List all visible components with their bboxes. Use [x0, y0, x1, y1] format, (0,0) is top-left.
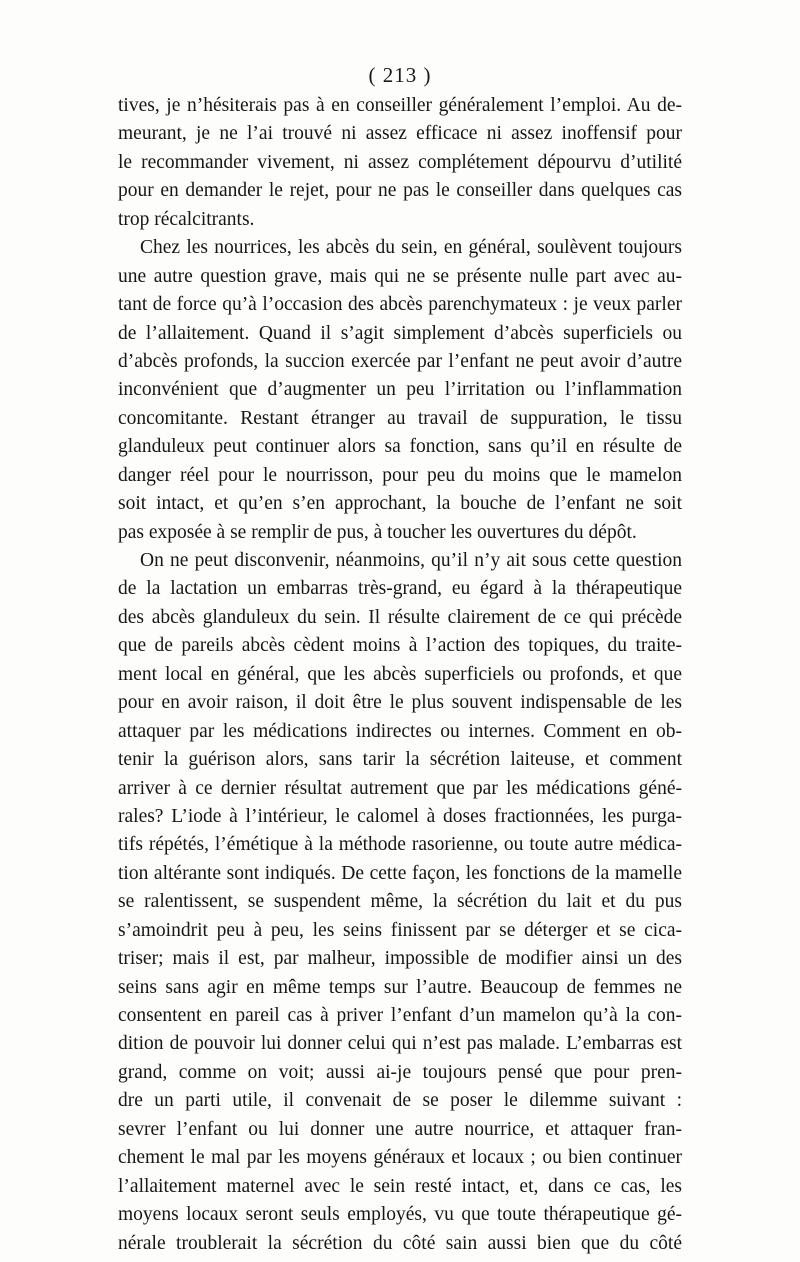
- text-line: inconvénient que d’augmenter un peu l’irritation ou l’inflammation: [118, 379, 682, 401]
- text-line: dition de pouvoir lui donner celui qui n’est pas malade. L’embarras est: [118, 1033, 682, 1055]
- text-line: ment local en général, que les abcès superficiels ou profonds, et que: [118, 663, 682, 685]
- text-line: sevrer l’enfant ou lui donner une autre nourrice, et attaquer fran-: [118, 1118, 682, 1140]
- text-line: se ralentissent, se suspendent même, la sécrétion du lait et du pus: [118, 891, 682, 913]
- text-line: rales? L’iode à l’intérieur, le calomel à doses fractionnées, les purga-: [118, 805, 682, 827]
- text-line: tion altérante sont indiqués. De cette façon, les fonctions de la mamelle: [118, 862, 682, 884]
- text-line: danger réel pour le nourrisson, pour peu du moins que le mamelon: [118, 464, 682, 486]
- page-number: ( 213 ): [368, 63, 432, 87]
- text-line: seins sans agir en même temps sur l’autre. Beaucoup de femmes ne: [118, 976, 682, 998]
- text-line: d’abcès profonds, la succion exercée par l’enfant ne peut avoir d’autre: [118, 350, 682, 372]
- text-line: chement le mal par les moyens généraux et locaux ; ou bien continuer: [118, 1147, 682, 1169]
- text-line: arriver à ce dernier résultat autrement que par les médications géné-: [118, 777, 682, 799]
- text-line: une autre question grave, mais qui ne se présente nulle part avec au-: [118, 265, 682, 287]
- text-line: tant de force qu’à l’occasion des abcès parenchymateux : je veux parler: [118, 294, 682, 316]
- text-line: le recommander vivement, ni assez complétement dépourvu d’utilité: [118, 151, 682, 173]
- text-line: pour en avoir raison, il doit être le plus souvent indispensable de les: [118, 692, 682, 714]
- text-line: moyens locaux seront seuls employés, vu que toute thérapeutique gé-: [118, 1204, 682, 1226]
- text-line: pour en demander le rejet, pour ne pas le conseiller dans quelques cas: [118, 180, 682, 202]
- text-line: attaquer par les médications indirectes ou internes. Comment en ob-: [118, 720, 682, 742]
- text-line: grand, comme on voit; aussi ai-je toujours pensé que pour pren-: [118, 1061, 682, 1083]
- text-line: de la lactation un embarras très-grand, eu égard à la thérapeutique: [118, 578, 682, 600]
- text-line: consentent en pareil cas à priver l’enfant d’un mamelon qu’à la con-: [118, 1005, 682, 1026]
- text-line: On ne peut disconvenir, néanmoins, qu’il n’y ait sous cette question: [140, 550, 682, 571]
- text-line: meurant, je ne l’ai trouvé ni assez efficace ni assez inoffensif pour: [118, 123, 682, 145]
- text-line: trop récalcitrants.: [118, 208, 255, 230]
- text-line: s’amoindrit peu à peu, les seins finissent par se déterger et se cica-: [118, 919, 682, 941]
- text-line: des abcès glanduleux du sein. Il résulte clairement de ce qui précède: [118, 606, 682, 628]
- text-line: de l’allaitement. Quand il s’agit simplement d’abcès superficiels ou: [118, 322, 682, 344]
- text-line: soit intact, et qu’en s’en approchant, la bouche de l’enfant ne soit: [118, 493, 682, 515]
- text-line: tifs répétés, l’émétique à la méthode rasorienne, ou toute autre médica-: [118, 834, 682, 856]
- text-line: que de pareils abcès cèdent moins à l’action des topiques, du traite-: [118, 635, 682, 657]
- text-line: tives, je n’hésiterais pas à en conseiller généralement l’emploi. Au de-: [118, 95, 682, 116]
- text-line: tenir la guérison alors, sans tarir la sécrétion laiteuse, et comment: [118, 749, 682, 771]
- text-line: concomitante. Restant étranger au travail de suppuration, le tissu: [118, 407, 682, 429]
- text-line: nérale troublerait la sécrétion du côté sain aussi bien que du côté: [118, 1232, 682, 1254]
- body-text: [118, 92, 682, 1258]
- text-line: Chez les nourrices, les abcès du sein, en général, soulèvent toujours: [140, 237, 682, 259]
- text-line: l’allaitement maternel avec le sein resté intact, et, dans ce cas, les: [118, 1175, 682, 1197]
- text-line: pas exposée à se remplir de pus, à toucher les ouvertures du dépôt.: [118, 521, 637, 543]
- text-line: dre un parti utile, il convenait de se poser le dilemme suivant :: [118, 1090, 682, 1112]
- text-line: triser; mais il est, par malheur, impossible de modifier ainsi un des: [118, 948, 682, 970]
- text-line: glanduleux peut continuer alors sa fonction, sans qu’il en résulte de: [118, 436, 682, 458]
